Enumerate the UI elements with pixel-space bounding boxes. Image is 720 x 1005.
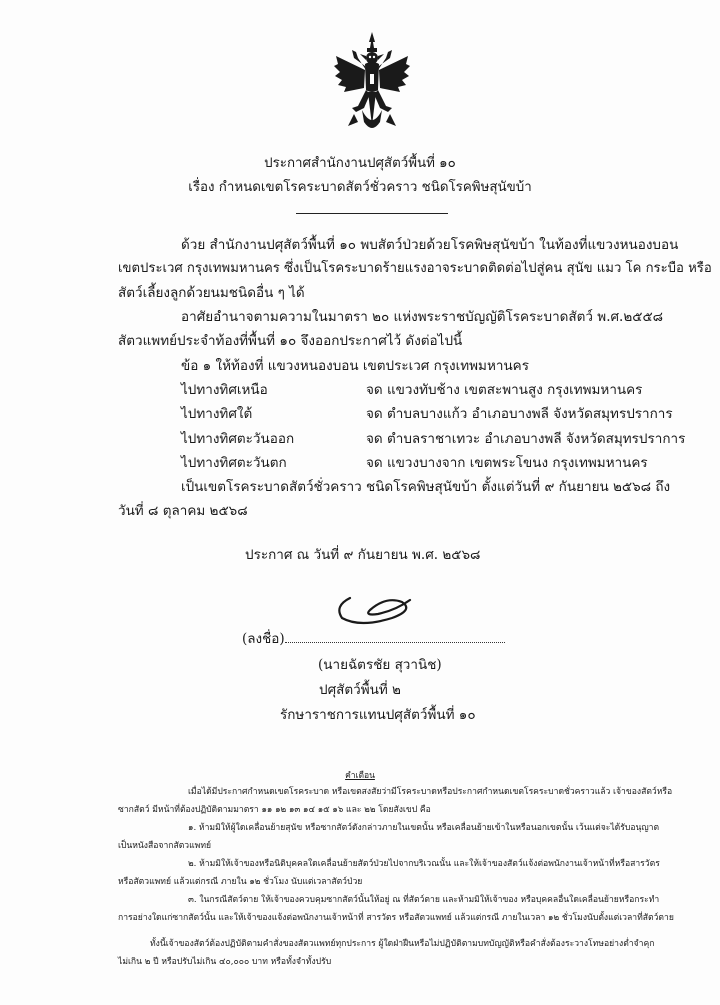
paragraph-1-line-2: เขตประเวศ กรุงเทพมหานคร ซึ่งเป็นโรคระบาดร้ายแรงอาจระบาดติดต่อไปสู่คน สุนัข แมว โค กระบือ หรือ <box>118 261 712 276</box>
signer-name: (นายฉัตรชัย สุวานิช) <box>318 657 442 673</box>
boundary-north-adjacent: จด แขวงทับช้าง เขตสะพานสูง กรุงเทพมหานคร <box>366 382 643 398</box>
warning-heading: คำเตือน <box>345 771 375 781</box>
announcement-date: ประกาศ ณ วันที่ ๙ กันยายน พ.ศ. ๒๕๖๘ <box>245 547 481 563</box>
signature-line <box>242 627 505 649</box>
warning-line-9: ทั้งนี้เจ้าของสัตว์ต้องปฏิบัติตามคำสั่งของสัตวแพทย์ทุกประการ ผู้ใดฝ่าฝืนหรือไม่ปฏิบัติตามบทบัญญัติหรือคำสั่งต้องระวางโทษอย่างต่ำจำคุก <box>150 939 655 949</box>
boundary-east-adjacent: จด ตำบลราชาเทวะ อำเภอบางพลี จังหวัดสมุทรปราการ <box>366 431 686 447</box>
warning-line-5: ๒. ห้ามมิให้เจ้าของหรือนิติบุคคลใดเคลื่อนย้ายสัตว์ป่วยไปจากบริเวณนั้น และให้เจ้าของสัตว์แจ้งต่อพนักงานเจ้าหน้าที่หรือสารวัตร <box>188 859 660 869</box>
handwritten-signature <box>330 588 420 628</box>
warning-line-8: การอย่างใดแก่ซากสัตว์นั้น และให้เจ้าของแจ้งต่อพนักงานเจ้าหน้าที่ สารวัตร หรือสัตวแพทย์ แล้วแต่กรณี ภายในเวลา ๑๒ ชั่วโมงนับตั้งแต่เวลาที่สัตว์ตาย <box>118 913 674 923</box>
announcement-subject: เรื่อง กำหนดเขตโรคระบาดสัตว์ชั่วคราว ชนิดโรคพิษสุนัขบ้า <box>188 180 532 195</box>
warning-line-6: หรือสัตวแพทย์ แล้วแต่กรณี ภายใน ๑๒ ชั่วโมง นับแต่เวลาสัตว์ป่วย <box>118 877 363 887</box>
paragraph-2-line-2: สัตวแพทย์ประจำท้องที่พื้นที่ ๑๐ จึงออกประกาศไว้ ดังต่อไปนี้ <box>118 333 463 349</box>
warning-line-2: ซากสัตว์ มีหน้าที่ต้องปฏิบัติตามมาตรา ๑๑ ๑๒ ๑๓ ๑๔ ๑๕ ๑๖ และ ๒๒ โดยสังเขป คือ <box>118 805 431 815</box>
boundary-west-adjacent: จด แขวงบางจาก เขตพระโขนง กรุงเทพมหานคร <box>366 455 648 471</box>
signature-prefix: (ลงชื่อ) <box>242 631 285 647</box>
clause-1: ข้อ ๑ ให้ท้องที่ แขวงหนองบอน เขตประเวศ กรุงเทพมหานคร <box>181 358 529 374</box>
boundary-east-direction: ไปทางทิศตะวันออก <box>181 431 295 447</box>
paragraph-1-line-1: ด้วย สำนักงานปศุสัตว์พื้นที่ ๑๐ พบสัตว์ป่วยด้วยโรคพิษสุนัขบ้า ในท้องที่แขวงหนองบอน <box>181 237 679 253</box>
warning-line-1: เมื่อได้มีประกาศกำหนดเขตโรคระบาด หรือเขตสงสัยว่ามีโรคระบาดหรือประกาศกำหนดเขตโรคระบาดชั่วคราวแล้ว เจ้าของสัตว์หรือ <box>188 787 673 797</box>
paragraph-1-line-3: สัตว์เลี้ยงลูกด้วยนมชนิดอื่น ๆ ได้ <box>118 285 305 301</box>
warning-line-4: เป็นหนังสือจากสัตวแพทย์ <box>118 841 212 851</box>
header-divider <box>296 213 448 214</box>
signer-acting-position: รักษาราชการแทนปศุสัตว์พื้นที่ ๑๐ <box>280 707 476 723</box>
signature-dotted-line <box>285 632 505 643</box>
boundary-south-direction: ไปทางทิศใต้ <box>181 406 253 422</box>
warning-line-7: ๓. ในกรณีสัตว์ตาย ให้เจ้าของควบคุมซากสัตว์นั้นให้อยู่ ณ ที่สัตว์ตาย และห้ามมิให้เจ้าของ หรือบุคคลอื่นใดเคลื่อนย้ายหรือกระทำ <box>188 895 660 905</box>
period-line-1: เป็นเขตโรคระบาดสัตว์ชั่วคราว ชนิดโรคพิษสุนัขบ้า ตั้งแต่วันที่ ๙ กันยายน ๒๕๖๘ ถึง <box>181 479 671 495</box>
announcement-title: ประกาศสำนักงานปศุสัตว์พื้นที่ ๑๐ <box>264 156 456 171</box>
signer-position: ปศุสัตว์พื้นที่ ๒ <box>319 682 401 698</box>
warning-line-3: ๑. ห้ามมิให้ผู้ใดเคลื่อนย้ายสุนัข หรือซากสัตว์ดังกล่าวภายในเขตนั้น หรือเคลื่อนย้ายเข้าในหรือนอกเขตนั้น เว้นแต่จะได้รับอนุญาต <box>188 823 660 833</box>
warning-line-10: ไม่เกิน ๒ ปี หรือปรับไม่เกิน ๔๐,๐๐๐ บาท หรือทั้งจำทั้งปรับ <box>118 957 332 967</box>
boundary-north-direction: ไปทางทิศเหนือ <box>181 382 268 398</box>
period-line-2: วันที่ ๘ ตุลาคม ๒๕๖๘ <box>118 503 248 519</box>
paragraph-2-line-1: อาศัยอำนาจตามความในมาตรา ๒๐ แห่งพระราชบัญญัติโรคระบาดสัตว์ พ.ศ.๒๕๕๘ <box>181 309 664 325</box>
garuda-emblem-icon <box>332 30 412 140</box>
boundary-south-adjacent: จด ตำบลบางแก้ว อำเภอบางพลี จังหวัดสมุทรปราการ <box>366 406 673 422</box>
boundary-west-direction: ไปทางทิศตะวันตก <box>181 455 287 471</box>
